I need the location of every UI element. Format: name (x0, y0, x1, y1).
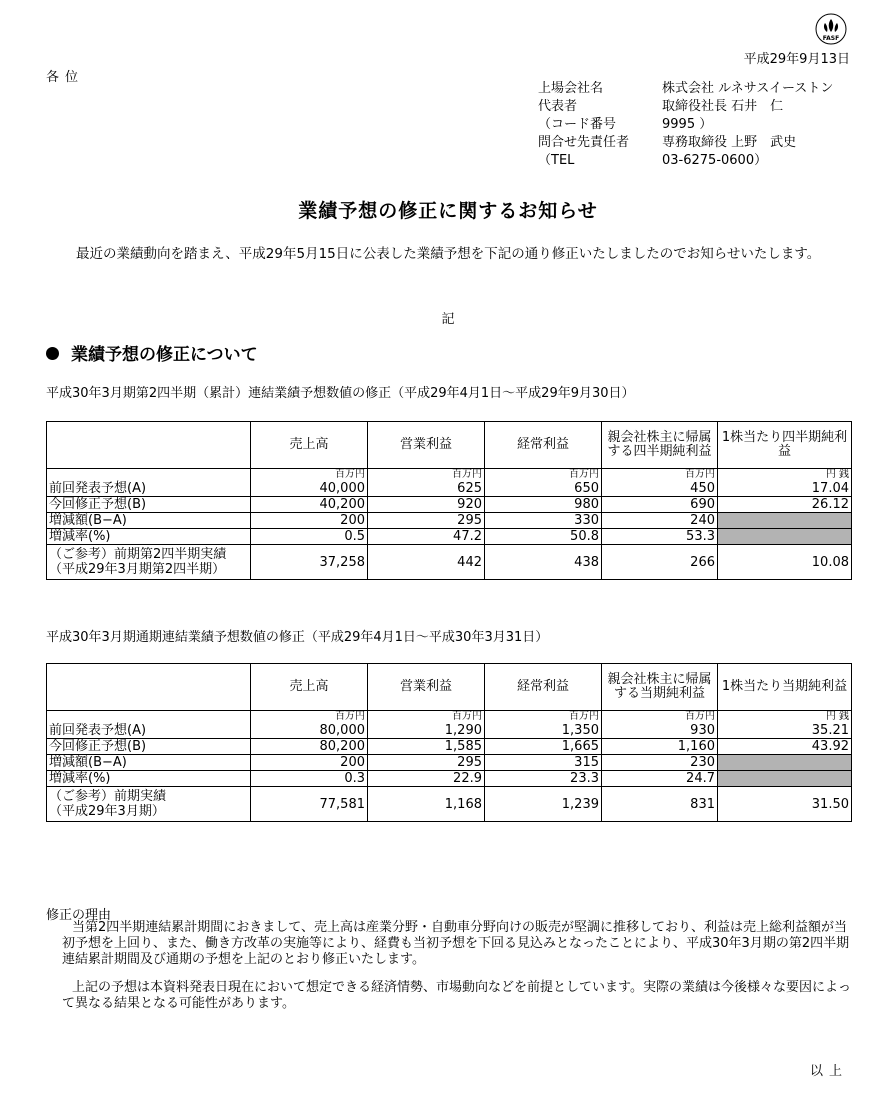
table-header-row (47, 664, 852, 711)
data-cell: 831 (602, 787, 718, 822)
reason-heading: 修正の理由 (46, 908, 112, 923)
info-label: 上場会社名 (538, 81, 604, 96)
header-cell: 売上高 (251, 422, 368, 469)
data-cell: 1,160 (602, 739, 718, 755)
ki-marker: 記 (441, 312, 455, 327)
data-cell: 625 (368, 481, 485, 497)
company-info-row (538, 80, 833, 98)
logo-text: FASF (822, 35, 840, 42)
info-label: 問合せ先責任者 (538, 135, 630, 150)
data-cell: 920 (368, 497, 485, 513)
fasf-emblem-icon (815, 13, 847, 45)
header-cell: 営業利益 (368, 664, 485, 711)
data-cell: 50.8 (485, 529, 602, 545)
data-cell: 438 (485, 545, 602, 580)
row-label-line2: （平成29年3月期第2四半期） (49, 562, 226, 577)
company-info-row (538, 152, 833, 170)
data-cell: 77,581 (251, 787, 368, 822)
unit-row (47, 711, 852, 724)
shaded-cell (718, 513, 852, 529)
row-label-line1: （ご参考）前期実績 (49, 789, 167, 804)
table-header-row (47, 422, 852, 469)
table-row (47, 481, 852, 497)
info-value: 専務取締役 上野 武史 (662, 135, 797, 150)
header-cell: 経常利益 (485, 664, 602, 711)
data-cell: 37,258 (251, 545, 368, 580)
unit-cell: 百万円 (368, 469, 485, 482)
info-label: （コード番号 (538, 117, 617, 132)
data-cell: 0.5 (251, 529, 368, 545)
data-cell: 980 (485, 497, 602, 513)
data-cell: 26.12 (718, 497, 852, 513)
closing-mark: 以上 (810, 1064, 849, 1079)
row-label-line1: （ご参考）前期第2四半期実績 (49, 547, 227, 562)
table-row-reference (47, 787, 852, 822)
shaded-cell (718, 771, 852, 787)
shaded-cell (718, 755, 852, 771)
info-label: 代表者 (538, 99, 578, 114)
row-label: 増減率(%) (47, 529, 251, 545)
company-info-row (538, 116, 833, 134)
data-cell: 330 (485, 513, 602, 529)
unit-row (47, 469, 852, 482)
data-cell: 1,239 (485, 787, 602, 822)
intro-paragraph: 最近の業績動向を踏まえ、平成29年5月15日に公表した業績予想を下記の通り修正いたしましたのでお知らせいたします。 (76, 246, 821, 262)
data-cell: 442 (368, 545, 485, 580)
data-cell: 200 (251, 513, 368, 529)
header-cell (47, 422, 251, 469)
row-label: 前回発表予想(A) (47, 723, 251, 739)
data-cell: 650 (485, 481, 602, 497)
data-cell: 10.08 (718, 545, 852, 580)
header-cell: 1株当たり当期純利益 (718, 664, 852, 711)
data-cell: 31.50 (718, 787, 852, 822)
unit-cell: 百万円 (251, 711, 368, 724)
data-cell: 22.9 (368, 771, 485, 787)
table-caption-full-year: 平成30年3月期通期連結業績予想数値の修正（平成29年4月1日～平成30年3月31日） (46, 630, 549, 645)
row-label (47, 545, 251, 580)
data-cell: 1,585 (368, 739, 485, 755)
data-cell: 40,000 (251, 481, 368, 497)
row-label (47, 787, 251, 822)
data-cell: 690 (602, 497, 718, 513)
data-cell: 1,350 (485, 723, 602, 739)
unit-cell: 百万円 (485, 469, 602, 482)
data-cell: 0.3 (251, 771, 368, 787)
forecast-table-q2 (46, 421, 852, 580)
table-row (47, 513, 852, 529)
data-cell: 266 (602, 545, 718, 580)
row-label-line2: （平成29年3月期） (49, 804, 165, 819)
unit-cell: 百万円 (602, 711, 718, 724)
data-cell: 450 (602, 481, 718, 497)
table-row (47, 771, 852, 787)
forecast-table-full-year (46, 663, 852, 822)
bullet-icon (46, 347, 59, 360)
header-cell: 経常利益 (485, 422, 602, 469)
info-value: 株式会社 ルネサスイーストン (662, 81, 834, 96)
unit-cell: 百万円 (485, 711, 602, 724)
data-cell: 240 (602, 513, 718, 529)
data-cell: 17.04 (718, 481, 852, 497)
data-cell: 295 (368, 513, 485, 529)
info-value: 9995 ） (662, 117, 713, 132)
info-value: 03-6275-0600） (662, 153, 768, 168)
header-cell: 親会社株主に帰属する当期純利益 (602, 664, 718, 711)
table-row (47, 497, 852, 513)
company-info (538, 80, 833, 170)
data-cell: 1,168 (368, 787, 485, 822)
unit-cell: 百万円 (251, 469, 368, 482)
data-cell: 315 (485, 755, 602, 771)
data-cell: 53.3 (602, 529, 718, 545)
header-cell: 売上高 (251, 664, 368, 711)
table-row (47, 529, 852, 545)
row-label: 増減額(B−A) (47, 755, 251, 771)
table-row (47, 755, 852, 771)
unit-cell: 円 銭 (718, 711, 852, 724)
data-cell: 1,665 (485, 739, 602, 755)
reason-body: 当第2四半期連結累計期間におきまして、売上高は産業分野・自動車分野向けの販売が堅調に推移しており、利益は売上総利益額が当初予想を上回り、また、働き方改革の実施等により、経費も当初予想を下回る見込みとなったことにより、平成30年3月期の第2四半期連結累計期間及び通期の予想を上記のとおり修正いたします。 (62, 920, 850, 967)
unit-cell (47, 711, 251, 724)
unit-cell: 百万円 (602, 469, 718, 482)
fasf-logo (815, 13, 847, 45)
table-row (47, 739, 852, 755)
document-title: 業績予想の修正に関するお知らせ (298, 200, 598, 222)
addressee: 各位 (46, 70, 85, 85)
data-cell: 24.7 (602, 771, 718, 787)
unit-cell (47, 469, 251, 482)
company-info-row (538, 134, 833, 152)
data-cell: 23.3 (485, 771, 602, 787)
data-cell: 1,290 (368, 723, 485, 739)
data-cell: 40,200 (251, 497, 368, 513)
data-cell: 80,200 (251, 739, 368, 755)
section-heading (46, 340, 258, 365)
unit-cell: 百万円 (368, 711, 485, 724)
forward-looking-caveat: 上記の予想は本資料発表日現在において想定できる経済情勢、市場動向などを前提としています。実際の業績は今後様々な要因によって異なる結果となる可能性があります。 (62, 980, 851, 1011)
company-info-row (538, 98, 833, 116)
data-cell: 80,000 (251, 723, 368, 739)
table-row-reference (47, 545, 852, 580)
unit-cell: 円 銭 (718, 469, 852, 482)
data-cell: 35.21 (718, 723, 852, 739)
info-label: （TEL (538, 153, 575, 168)
data-cell: 230 (602, 755, 718, 771)
document-date: 平成29年9月13日 (743, 52, 850, 67)
data-cell: 295 (368, 755, 485, 771)
header-cell (47, 664, 251, 711)
info-value: 取締役社長 石井 仁 (662, 99, 784, 114)
row-label: 今回修正予想(B) (47, 497, 251, 513)
data-cell: 200 (251, 755, 368, 771)
row-label: 前回発表予想(A) (47, 481, 251, 497)
header-cell: 1株当たり四半期純利益 (718, 422, 852, 469)
row-label: 増減額(B−A) (47, 513, 251, 529)
table-row (47, 723, 852, 739)
table-caption-q2: 平成30年3月期第2四半期（累計）連結業績予想数値の修正（平成29年4月1日～平成29年9月30日） (46, 386, 635, 401)
data-cell: 43.92 (718, 739, 852, 755)
section-heading-text: 業績予想の修正について (71, 345, 258, 365)
data-cell: 47.2 (368, 529, 485, 545)
header-cell: 親会社株主に帰属する四半期純利益 (602, 422, 718, 469)
row-label: 今回修正予想(B) (47, 739, 251, 755)
data-cell: 930 (602, 723, 718, 739)
row-label: 増減率(%) (47, 771, 251, 787)
header-cell: 営業利益 (368, 422, 485, 469)
shaded-cell (718, 529, 852, 545)
